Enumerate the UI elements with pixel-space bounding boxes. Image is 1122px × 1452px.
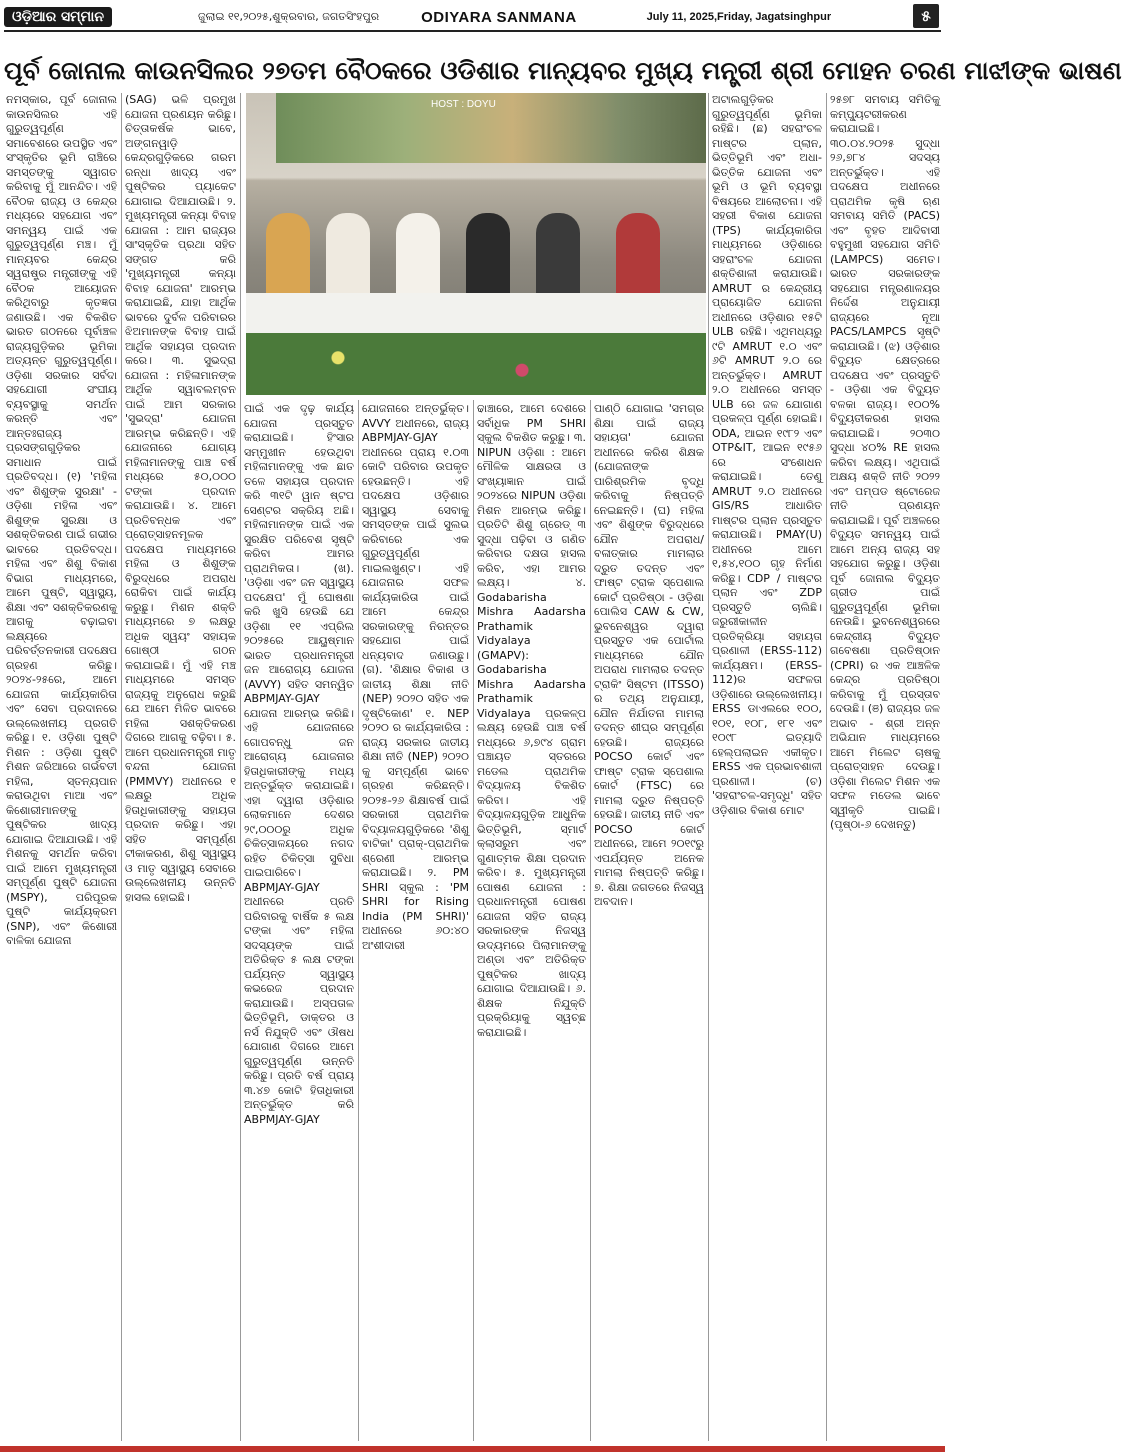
column-rule <box>708 93 709 1441</box>
article-column-8 <box>830 93 940 1423</box>
column-text: ନମସ୍କାର, ପୂର୍ବ ଜୋନାଲ କାଉନସିଲର ଏହି ଗୁରୁତ୍ୱପୂର୍ଣ୍ଣ ସମାବେଶରେ ଉପସ୍ଥିତ ଏବଂ ସଂସ୍କୃତିର ଭୂମି ରାଞ୍ଚିରେ ସମସ୍ତଙ୍କୁ ସ୍ୱାଗତ କରିବାକୁ ମୁଁ ଆନନ୍ଦିତ। ଏହି ବୈଠକ ରାଜ୍ୟ ଓ କେନ୍ଦ୍ର ମଧ୍ୟରେ ସହଯୋଗ ଏବଂ ସମନ୍ୱୟ ପାଇଁ ଏକ ଗୁରୁତ୍ୱପୂର୍ଣ୍ଣ ମଞ୍ଚ। ମୁଁ ମାନ୍ୟବର କେନ୍ଦ୍ର ସ୍ୱରାଷ୍ଟ୍ର ମନ୍ତ୍ରୀଙ୍କୁ ଏହି ବୈଠକ ଆୟୋଜନ କରିଥିବାରୁ କୃତଜ୍ଞତା ଜଣାଉଛି। ଏକ ବିକଶିତ ଭାରତ ଗଠନରେ ପୂର୍ବାଞ୍ଚଳ ରାଜ୍ୟଗୁଡ଼ିକର ଭୂମିକା ଅତ୍ୟନ୍ତ ଗୁରୁତ୍ୱପୂର୍ଣ୍ଣ। ଓଡ଼ିଶା ସରକାର ସର୍ବଦା ସହଯୋଗୀ ସଂଘୀୟ ବ୍ୟବସ୍ଥାକୁ ସମର୍ଥନ କରନ୍ତି ଏବଂ ଆନ୍ତଃରାଜ୍ୟ ପ୍ରସଙ୍ଗଗୁଡ଼ିକର ସମାଧାନ ପାଇଁ ପ୍ରତିବଦ୍ଧ। (୧) 'ମହିଳା ଏବଂ ଶିଶୁଙ୍କ ସୁରକ୍ଷା' - ଓଡ଼ିଶା ମହିଳା ଏବଂ ଶିଶୁଙ୍କ ସୁରକ୍ଷା ଓ ସଶକ୍ତିକରଣ ପାଇଁ ଗଭୀର ଭାବରେ ପ୍ରତିବଦ୍ଧ। ମହିଳା ଏବଂ ଶିଶୁ ବିକାଶ ବିଭାଗ ମାଧ୍ୟମରେ, ଆମେ ପୁଷ୍ଟି, ସ୍ୱାସ୍ଥ୍ୟ, ଶିକ୍ଷା ଏବଂ ସଶକ୍ତିକରଣକୁ ଆଗକୁ ବଢ଼ାଇବା ଲକ୍ଷ୍ୟରେ ପରିବର୍ତ୍ତନକାରୀ ପଦକ୍ଷେପ ଗ୍ରହଣ କରିଛୁ। ୨୦୨୪-୨୫ରେ, ଆମେ ଯୋଜନା କାର୍ଯ୍ୟକାରିତା ଏବଂ ସେବା ପ୍ରଦାନରେ ଉଲ୍ଲେଖନୀୟ ପ୍ରଗତି କରିଛୁ। ୧. ଓଡ଼ିଶା ପୁଷ୍ଟି ମିଶନ : ଓଡ଼ିଶା ପୁଷ୍ଟି ମିଶନ ଜରିଆରେ ଗର୍ଭବତୀ ମହିଳା, ସ୍ତନ୍ୟପାନ କରାଉଥିବା ମାଆ ଏବଂ କିଶୋରୀମାନଙ୍କୁ ପୁଷ୍ଟିକର ଖାଦ୍ୟ ଯୋଗାଇ ଦିଆଯାଉଛି। ଏହି ମିଶନକୁ ସମର୍ଥନ କରିବା ପାଇଁ ଆମେ ମୁଖ୍ୟମନ୍ତ୍ରୀ ସମ୍ପୂର୍ଣ୍ଣ ପୁଷ୍ଟି ଯୋଜନା (MSPY), ପରିପୂରକ ପୁଷ୍ଟି କାର୍ଯ୍ୟକ୍ରମ (SNP), ଏବଂ କିଶୋରୀ ବାଳିକା ଯୋଜନା <box>6 93 117 947</box>
column-rule <box>358 400 359 1441</box>
column-rule <box>590 400 591 1441</box>
column-text: ଅଟାଲଗୁଡ଼ିକର ଗୁରୁତ୍ୱପୂର୍ଣ୍ଣ ଭୂମିକା ରହିଛି। (ଛ) ସହରାଂଚଳ ମାଷ୍ଟର ପ୍ଲାନ, ଭିତ୍ତିଭୂମି ଏବଂ ଅଧା-ଭିତ୍ତିକ ଯୋଜନା ଏବଂ ଭୂମି ଓ ଭୂମି ବ୍ୟବସ୍ଥା ବିଷୟରେ ଆଲୋଚନା। ଏହି ସହରୀ ବିକାଶ ଯୋଜନା (TPS) କାର୍ଯ୍ୟକାରିତା ମାଧ୍ୟମରେ ଓଡ଼ିଶାରେ ସହରାଂଚଳ ଯୋଜନା ଶକ୍ତିଶାଳୀ କରାଯାଉଛି। AMRUT ର କେନ୍ଦ୍ରୀୟ ପ୍ରାୟୋଜିତ ଯୋଜନା ଅଧୀନରେ ଓଡ଼ିଶାର ୧୫ଟି ULB ରହିଛି। ଏଥିମଧ୍ୟରୁ ୯ଟି AMRUT ୧.୦ ଏବଂ ୬ଟି AMRUT ୨.୦ ରେ ଅନ୍ତର୍ଭୁକ୍ତ। AMRUT ୨.୦ ଅଧୀନରେ ସମସ୍ତ ULB ରେ ଜଳ ଯୋଗାଣ ପ୍ରକଳ୍ପ ପୂର୍ଣ୍ଣ ହୋଇଛି। ODA, ଆଇନ ୧୯୮୨ ଏବଂ OTP&IT, ଆଇନ ୧୯୫୬ ରେ ସଂଶୋଧନ କରାଯାଇଛି। ତେଣୁ AMRUT ୨.୦ ଅଧୀନରେ GIS/RS ଆଧାରିତ ମାଷ୍ଟର ପ୍ଲାନ ପ୍ରସ୍ତୁତ କରାଯାଉଛି। PMAY(U) ଅଧୀନରେ ଆମେ ୧,୫୪,୧୦୦ ଗୃହ ନିର୍ମାଣ କରିଛୁ। CDP / ମାଷ୍ଟର ପ୍ଲାନ ଏବଂ ZDP ପ୍ରସ୍ତୁତି ଚାଲିଛି। ଜରୁରୀକାଳୀନ ପ୍ରତିକ୍ରିୟା ସହାୟତା ପ୍ରଣାଳୀ (ERSS-112) କାର୍ଯ୍ୟକ୍ଷମ। (ERSS-112)ର ସଫଳତା ଓଡ଼ିଶାରେ ଉଲ୍ଲେଖନୀୟ। ERSS ଡାଏଲରେ ୧୦୦, ୧୦୧, ୧୦୮, ୧୮୧ ଏବଂ ୧୦୯୮ ଇତ୍ୟାଦି ହେଲ୍ପଲାଇନ ଏକୀକୃତ। ERSS ଏକ ପ୍ରଭାବଶାଳୀ ପ୍ରଣାଳୀ। (ଚ) 'ସହରାଂଚଳ-ସମୃଦ୍ଧି' ସହିତ ଓଡ଼ିଶାର ବିକାଶ ମୋଟ <box>712 93 822 817</box>
paper-name: ODIYARA SANMANA <box>421 8 577 26</box>
column-text: (SAG) ଭଳି ପ୍ରମୁଖ ଯୋଜନା ପ୍ରଣୟନ କରିଛୁ। ଚିତ୍ତାକର୍ଷକ ଭାବେ, ଅଙ୍ଗନୱାଡ଼ି କେନ୍ଦ୍ରଗୁଡ଼ିକରେ ଗରମ ରନ୍ଧା ଖାଦ୍ୟ ଏବଂ ପୁଷ୍ଟିକର ପ୍ୟାକେଟ ଯୋଗାଇ ଦିଆଯାଉଛି। ୨. ମୁଖ୍ୟମନ୍ତ୍ରୀ କନ୍ୟା ବିବାହ ଯୋଜନା : ଆମ ରାଜ୍ୟର ସାଂସ୍କୃତିକ ପ୍ରଥା ସହିତ ସଙ୍ଗତ କରି 'ମୁଖ୍ୟମନ୍ତ୍ରୀ କନ୍ୟା ବିବାହ ଯୋଜନା' ଆରମ୍ଭ କରାଯାଇଛି, ଯାହା ଆର୍ଥିକ ଭାବରେ ଦୁର୍ବଳ ପରିବାରର ଝିଅମାନଙ୍କ ବିବାହ ପାଇଁ ଆର୍ଥିକ ସହାୟତା ପ୍ରଦାନ କରେ। ୩. ସୁଭଦ୍ରା ଯୋଜନା : ମହିଳାମାନଙ୍କ ଆର୍ଥିକ ସ୍ୱାବଲମ୍ବନ ପାଇଁ ଆମ ସରକାର 'ସୁଭଦ୍ରା' ଯୋଜନା ଆରମ୍ଭ କରିଛନ୍ତି। ଏହି ଯୋଜନାରେ ଯୋଗ୍ୟ ମହିଳାମାନଙ୍କୁ ପାଞ୍ଚ ବର୍ଷ ମଧ୍ୟରେ ୫୦,୦୦୦ ଟଙ୍କା ପ୍ରଦାନ କରାଯାଉଛି। ୪. ଆମେ ପ୍ରତିବନ୍ଧକ ଏବଂ ପ୍ରୋତ୍ସାହନମୂଳକ ପଦକ୍ଷେପ ମାଧ୍ୟମରେ ମହିଳା ଓ ଶିଶୁଙ୍କ ବିରୁଦ୍ଧରେ ଅପରାଧ ରୋକିବା ପାଇଁ କାର୍ଯ୍ୟ କରୁଛୁ। ମିଶନ ଶକ୍ତି ମାଧ୍ୟମରେ ୭ ଲକ୍ଷରୁ ଅଧିକ ସ୍ୱୟଂ ସହାୟକ ଗୋଷ୍ଠୀ ଗଠନ କରାଯାଇଛି। ମୁଁ ଏହି ମଞ୍ଚ ମାଧ୍ୟମରେ ସମସ୍ତ ରାଜ୍ୟକୁ ଅନୁରୋଧ କରୁଛି ଯେ ଆମେ ମିଳିତ ଭାବରେ ମହିଳା ସଶକ୍ତିକରଣ ଦିଗରେ ଆଗକୁ ବଢ଼ିବା। ୫. ଆମେ ପ୍ରଧାନମନ୍ତ୍ରୀ ମାତୃ ବନ୍ଦନା ଯୋଜନା (PMMVY) ଅଧୀନରେ ୧ ଲକ୍ଷରୁ ଅଧିକ ହିତାଧିକାରୀଙ୍କୁ ସହାୟତା ପ୍ରଦାନ କରିଛୁ। ଏହା ସହିତ ସମ୍ପୂର୍ଣ୍ଣ ଟୀକାକରଣ, ଶିଶୁ ସ୍ୱାସ୍ଥ୍ୟ ଓ ମାତୃ ସ୍ୱାସ୍ଥ୍ୟ ସେବାରେ ଉଲ୍ଲେଖନୀୟ ଉନ୍ନତି ହାସଲ ହୋଇଛି। <box>125 93 236 904</box>
column-text: ପାଇଁ ଏକ ଦୃଢ଼ କାର୍ଯ୍ୟ ଯୋଜନା ପ୍ରସ୍ତୁତ କରାଯାଇଛି। ହିଂସାର ସମ୍ମୁଖୀନ ହେଉଥିବା ମହିଳାମାନଙ୍କୁ ଏକ ଛାତ ତଳେ ସହାୟତା ପ୍ରଦାନ କରି ୩୧ଟି ୱାନ ଷ୍ଟପ ସେଣ୍ଟର ସକ୍ରିୟ ଅଛି। ମହିଳାମାନଙ୍କ ପାଇଁ ଏକ ସୁରକ୍ଷିତ ପରିବେଶ ସୃଷ୍ଟି କରିବା ଆମର ପ୍ରାଥମିକତା। (ଖ). 'ଓଡ଼ିଶା ଏବଂ ଜନ ସ୍ୱାସ୍ଥ୍ୟ ପଦକ୍ଷେପ' ମୁଁ ଘୋଷଣା କରି ଖୁସି ହେଉଛି ଯେ ଓଡ଼ିଶା ୧୧ ଏପ୍ରିଲ ୨୦୨୫ରେ ଆୟୁଷ୍ମାନ ଭାରତ ପ୍ରଧାନମନ୍ତ୍ରୀ ଜନ ଆରୋଗ୍ୟ ଯୋଜନା (AVVY) ସହିତ ସମନ୍ୱିତ ABPMJAY-GJAY ଯୋଜନା ଆରମ୍ଭ କରିଛି। ଏହି ଯୋଜନାରେ ଗୋପବନ୍ଧୁ ଜନ ଆରୋଗ୍ୟ ଯୋଜନାର ହିତାଧିକାରୀଙ୍କୁ ମଧ୍ୟ ଅନ୍ତର୍ଭୁକ୍ତ କରାଯାଇଛି। ଏହା ଦ୍ୱାରା ଓଡ଼ିଶାର ଲୋକମାନେ ଦେଶର ୨୯,୦୦୦ରୁ ଅଧିକ ଚିକିତ୍ସାଳୟରେ ନଗଦ ରହିତ ଚିକିତ୍ସା ସୁବିଧା ପାଇପାରିବେ। ABPMJAY-GJAY ଅଧୀନରେ ପ୍ରତି ପରିବାରକୁ ବାର୍ଷିକ ୫ ଲକ୍ଷ ଟଙ୍କା ଏବଂ ମହିଳା ସଦସ୍ୟଙ୍କ ପାଇଁ ଅତିରିକ୍ତ ୫ ଲକ୍ଷ ଟଙ୍କା ପର୍ଯ୍ୟନ୍ତ ସ୍ୱାସ୍ଥ୍ୟ କଭରେଜ ପ୍ରଦାନ କରାଯାଉଛି। ଅସ୍ପତାଳ ଭିତ୍ତିଭୂମି, ଡାକ୍ତର ଓ ନର୍ସ ନିଯୁକ୍ତି ଏବଂ ଔଷଧ ଯୋଗାଣ ଦିଗରେ ଆମେ ଗୁରୁତ୍ୱପୂର୍ଣ୍ଣ ଉନ୍ନତି କରିଛୁ। ପ୍ରତି ବର୍ଷ ପ୍ରାୟ ୩.୪୭ କୋଟି ହିତାଧିକାରୀ ଅନ୍ତର୍ଭୁକ୍ତ କରି ABPMJAY-GJAY <box>244 402 354 1126</box>
article-column-3 <box>244 402 354 1441</box>
article-column-1 <box>6 93 117 1441</box>
column-rule <box>826 93 827 1441</box>
photo-flowers <box>246 333 706 395</box>
photo-banner-text: HOST : DOYU <box>431 99 496 110</box>
column-text: ପାଣ୍ଠି ଯୋଗାଇ 'ସମଗ୍ର ଶିକ୍ଷା ପାଇଁ ରାଜ୍ୟ ସହାୟତା' ଯୋଜନା ଅଧୀନରେ କରିଶ ଶିକ୍ଷକ (ଯୋଜନାଙ୍କ ପାରିଶ୍ରମିକ ବୃଦ୍ଧି କରିବାକୁ ନିଷ୍ପତ୍ତି ନେଇଛନ୍ତି। (ଘ) ମହିଳା ଏବଂ ଶିଶୁଙ୍କ ବିରୁଦ୍ଧରେ ଯୌନ ଅପରାଧ/ ବଳାତ୍କାର ମାମଲାର ଦ୍ରୁତ ତଦନ୍ତ ଏବଂ ଫାଷ୍ଟ ଟ୍ରାକ ସ୍ପେଶାଲ କୋର୍ଟ ପ୍ରତିଷ୍ଠା - ଓଡ଼ିଶା ପୋଲିସ CAW & CW, ଭୁବନେଶ୍ୱର ଦ୍ୱାରା ପ୍ରସ୍ତୁତ ଏକ ପୋର୍ଟାଲ ମାଧ୍ୟମରେ ଯୌନ ଅପରାଧ ମାମଲାର ତଦନ୍ତ ଟ୍ରାକିଂ ସିଷ୍ଟମ (ITSSO) ର ତଥ୍ୟ ଅନୁଯାୟୀ, ଯୌନ ନିର୍ଯାତନା ମାମଲା ତଦନ୍ତ ଶୀଘ୍ର ସମ୍ପୂର୍ଣ୍ଣ ହେଉଛି। ରାଜ୍ୟରେ POCSO କୋର୍ଟ ଏବଂ ଫାଷ୍ଟ ଟ୍ରାକ ସ୍ପେଶାଲ କୋର୍ଟ (FTSC) ରେ ମାମଲା ଦ୍ରୁତ ନିଷ୍ପତ୍ତି ହେଉଛି। ଜାତୀୟ ନୀତି ଏବଂ POCSO କୋର୍ଟ ଅଧୀନରେ, ଆମେ ୨୦୧୯ରୁ ଏପର୍ଯ୍ୟନ୍ତ ଅନେକ ମାମଲା ନିଷ୍ପତ୍ତି କରିଛୁ। ୭. ଶିକ୍ଷା ଜଗତରେ ନିଜସ୍ୱ ଅବଦାନ। <box>594 402 704 908</box>
photo-person <box>616 213 660 303</box>
article-column-2 <box>125 93 236 1441</box>
article-column-6 <box>594 402 704 1441</box>
photo-person <box>536 213 580 303</box>
article-headline: ପୂର୍ବ ଜୋନାଲ କାଉନସିଲର ୨୭ତମ ବୈଠକରେ ଓଡିଶାର ମାନ୍ୟବର ମୁଖ୍ୟ ମନ୍ତ୍ରୀ ଶ୍ରୀ ମୋହନ ଚରଣ ମାଝୀଙ୍କ ଭାଷଣ <box>4 56 1122 85</box>
photo-person <box>266 213 310 303</box>
article-column-7 <box>712 93 822 1441</box>
column-text: ଢାଞ୍ଚାରେ, ଆମେ ଦେଶରେ ସର୍ବାଧିକ PM SHRI ସ୍କୁଲ ବିକଶିତ କରୁଛୁ। ୩. NIPUN ଓଡ଼ିଶା : ଆମେ ମୌଳିକ ସାକ୍ଷରତା ଓ ସଂଖ୍ୟାଜ୍ଞାନ ପାଇଁ ୨୦୨୪ରେ NIPUN ଓଡ଼ିଶା ମିଶନ ଆରମ୍ଭ କରିଛୁ। ପ୍ରତିଟି ଶିଶୁ ଗ୍ରେଡ୍ ୩ ସୁଦ୍ଧା ପଢ଼ିବା ଓ ଗଣିତ କରିବାର ଦକ୍ଷତା ହାସଲ କରିବ, ଏହା ଆମର ଲକ୍ଷ୍ୟ। ୪. Godabarisha Mishra Aadarsha Prathamik Vidyalaya (GMAPV): Godabarisha Mishra Aadarsha Prathamik Vidyalaya ପ୍ରକଳ୍ପ ଲକ୍ଷ୍ୟ ହେଉଛି ପାଞ୍ଚ ବର୍ଷ ମଧ୍ୟରେ ୬,୭୯୪ ଗ୍ରାମ ପଞ୍ଚାୟତ ସ୍ତରରେ ମଡେଲ ପ୍ରାଥମିକ ବିଦ୍ୟାଳୟ ବିକଶିତ କରିବା। ଏହି ବିଦ୍ୟାଳୟଗୁଡ଼ିକ ଆଧୁନିକ ଭିତ୍ତିଭୂମି, ସ୍ମାର୍ଟ କ୍ଲାସରୁମ ଏବଂ ଗୁଣାତ୍ମକ ଶିକ୍ଷା ପ୍ରଦାନ କରିବ। ୫. ମୁଖ୍ୟମନ୍ତ୍ରୀ ପୋଷଣ ଯୋଜନା : ପ୍ରଧାନମନ୍ତ୍ରୀ ପୋଷଣ ଯୋଜନା ସହିତ ରାଜ୍ୟ ସରକାରଙ୍କ ନିଜସ୍ୱ ଉଦ୍ୟମରେ ପିଲାମାନଙ୍କୁ ଅଣ୍ଡା ଏବଂ ଅତିରିକ୍ତ ପୁଷ୍ଟିକର ଖାଦ୍ୟ ଯୋଗାଇ ଦିଆଯାଉଛି। ୬. ଶିକ୍ଷକ ନିଯୁକ୍ତି ପ୍ରକ୍ରିୟାକୁ ସ୍ୱଚ୍ଛ କରାଯାଇଛି। <box>477 402 586 1039</box>
column-rule <box>240 93 241 1441</box>
column-rule <box>473 400 474 1441</box>
photo-person <box>326 213 370 303</box>
photo-table <box>246 293 706 333</box>
meeting-photo <box>246 93 706 395</box>
photo-person <box>396 213 440 303</box>
footer-accent-bar <box>0 1446 945 1452</box>
page-number: ୫ <box>913 4 939 28</box>
date-odia: ଜୁଲାଇ ୧୧,୨୦୨୫,ଶୁକ୍ରବାର, ଜଗତସିଂହପୁର <box>197 10 380 23</box>
newspaper-logo: ଓଡ଼ିଆର ସମ୍ମାନ <box>4 7 112 27</box>
column-rule <box>121 93 122 1441</box>
date-english: July 11, 2025,Friday, Jagatsinghpur <box>646 11 832 23</box>
column-text: ଯୋଜନାରେ ଅନ୍ତର୍ଭୁକ୍ତ। AVVY ଅଧୀନରେ, ରାଜ୍ୟ ABPMJAY-GJAY ଅଧୀନରେ ପ୍ରାୟ ୧.୦୩ କୋଟି ପରିବାର ଉପକୃତ ହେଉଛନ୍ତି। ଏହି ପଦକ୍ଷେପ ଓଡ଼ିଶାର ସ୍ୱାସ୍ଥ୍ୟ ସେବାକୁ ସମସ୍ତଙ୍କ ପାଇଁ ସୁଲଭ କରିବାରେ ଏକ ଗୁରୁତ୍ୱପୂର୍ଣ୍ଣ ମାଇଲଖୁଣ୍ଟ। ଏହି ଯୋଜନାର ସଫଳ କାର୍ଯ୍ୟକାରିତା ପାଇଁ ଆମେ କେନ୍ଦ୍ର ସରକାରଙ୍କୁ ନିରନ୍ତର ସହଯୋଗ ପାଇଁ ଧନ୍ୟବାଦ ଜଣାଉଛୁ। (ଗ). 'ଶିକ୍ଷାର ବିକାଶ ଓ ଜାତୀୟ ଶିକ୍ଷା ନୀତି (NEP) ୨୦୨୦ ସହିତ ଏକ ଦୃଷ୍ଟିକୋଣ' ୧. NEP ୨୦୨୦ ର କାର୍ଯ୍ୟକାରିତା : ରାଜ୍ୟ ସରକାର ଜାତୀୟ ଶିକ୍ଷା ନୀତି (NEP) ୨୦୨୦ କୁ ସମ୍ପୂର୍ଣ୍ଣ ଭାବେ ଗ୍ରହଣ କରିଛନ୍ତି। ୨୦୨୫-୨୬ ଶିକ୍ଷାବର୍ଷ ପାଇଁ ସରକାରୀ ପ୍ରାଥମିକ ବିଦ୍ୟାଳୟଗୁଡ଼ିକରେ 'ଶିଶୁ ବାଟିକା' ପ୍ରାକ୍-ପ୍ରାଥମିକ ଶ୍ରେଣୀ ଆରମ୍ଭ କରାଯାଇଛି। ୨. PM SHRI ସ୍କୁଲ : 'PM SHRI for Rising India (PM SHRI)' ଅଧୀନରେ ୬୦:୪୦ ଅଂଶୀଦାରୀ <box>362 402 469 952</box>
column-text: ୨୫୭୮ ସମବାୟ ସମିତିକୁ କମ୍ପ୍ୟୁଟରୀକରଣ କରାଯାଇଛି। ୩୦.୦୪.୨୦୨୫ ସୁଦ୍ଧା ୨୬,୭୮୪ ସଦସ୍ୟ ଅନ୍ତର୍ଭୁକ୍ତ। ଏହି ପଦକ୍ଷେପ ଅଧୀନରେ ପ୍ରାଥମିକ କୃଷି ଋଣ ସମବାୟ ସମିତି (PACS) ଏବଂ ବୃହତ ଆଦିବାସୀ ବହୁମୁଖୀ ସହଯୋଗ ସମିତି (LAMPCS) ସମେତ। ଭାରତ ସରକାରଙ୍କ ସହଯୋଗ ମନ୍ତ୍ରଣାଳୟର ନିର୍ଦ୍ଦେଶ ଅନୁଯାୟୀ ରାଜ୍ୟରେ ନୂଆ PACS/LAMPCS ସୃଷ୍ଟି କରାଯାଉଛି। (ଝ) ଓଡ଼ିଶାର ବିଦ୍ୟୁତ କ୍ଷେତ୍ରରେ ପଦକ୍ଷେପ ଏବଂ ପ୍ରସ୍ତୁତି - ଓଡ଼ିଶା ଏକ ବିଦ୍ୟୁତ ବଳକା ରାଜ୍ୟ। ୧୦୦% ବିଦ୍ୟୁତୀକରଣ ହାସଲ କରାଯାଇଛି। ୨୦୩୦ ସୁଦ୍ଧା ୪୦% RE ହାସଲ କରିବା ଲକ୍ଷ୍ୟ। ଏଥିପାଇଁ ଅକ୍ଷୟ ଶକ୍ତି ନୀତି ୨୦୨୨ ଏବଂ ପମ୍ପଡ ଷ୍ଟୋରେଜ ନୀତି ପ୍ରଣୟନ କରାଯାଇଛି। ପୂର୍ବ ଅଞ୍ଚଳରେ ବିଦ୍ୟୁତ ସମନ୍ୱୟ ପାଇଁ ଆମେ ଅନ୍ୟ ରାଜ୍ୟ ସହ ସହଯୋଗ କରୁଛୁ। ଓଡ଼ିଶା ପୂର୍ବ ଜୋନାଲ ବିଦ୍ୟୁତ ଗ୍ରୀଡ ପାଇଁ ଗୁରୁତ୍ୱପୂର୍ଣ୍ଣ ଭୂମିକା ନେଉଛି। ଭୁବନେଶ୍ୱରରେ କେନ୍ଦ୍ରୀୟ ବିଦ୍ୟୁତ ଗବେଷଣା ପ୍ରତିଷ୍ଠାନ (CPRI) ର ଏକ ଆଞ୍ଚଳିକ କେନ୍ଦ୍ର ପ୍ରତିଷ୍ଠା କରିବାକୁ ମୁଁ ପ୍ରସ୍ତାବ ଦେଉଛି। (ଞ) ରାଜ୍ୟର ଜଳ ଅଭାବ - ଶ୍ରୀ ଅନ୍ନ ଅଭିଯାନ ମାଧ୍ୟମରେ ଆମେ ମିଲେଟ ଚାଷକୁ ପ୍ରୋତ୍ସାହନ ଦେଉଛୁ। ଓଡ଼ିଶା ମିଲେଟ ମିଶନ ଏକ ସଫଳ ମଡେଲ ଭାବେ ସ୍ୱୀକୃତି ପାଇଛି। (ପୃଷ୍ଠା-୬ ଦେଖନ୍ତୁ) <box>830 93 940 831</box>
article-column-5 <box>477 402 586 1441</box>
article-column-4 <box>362 402 469 1441</box>
masthead <box>4 4 941 32</box>
photo-person <box>466 213 510 303</box>
